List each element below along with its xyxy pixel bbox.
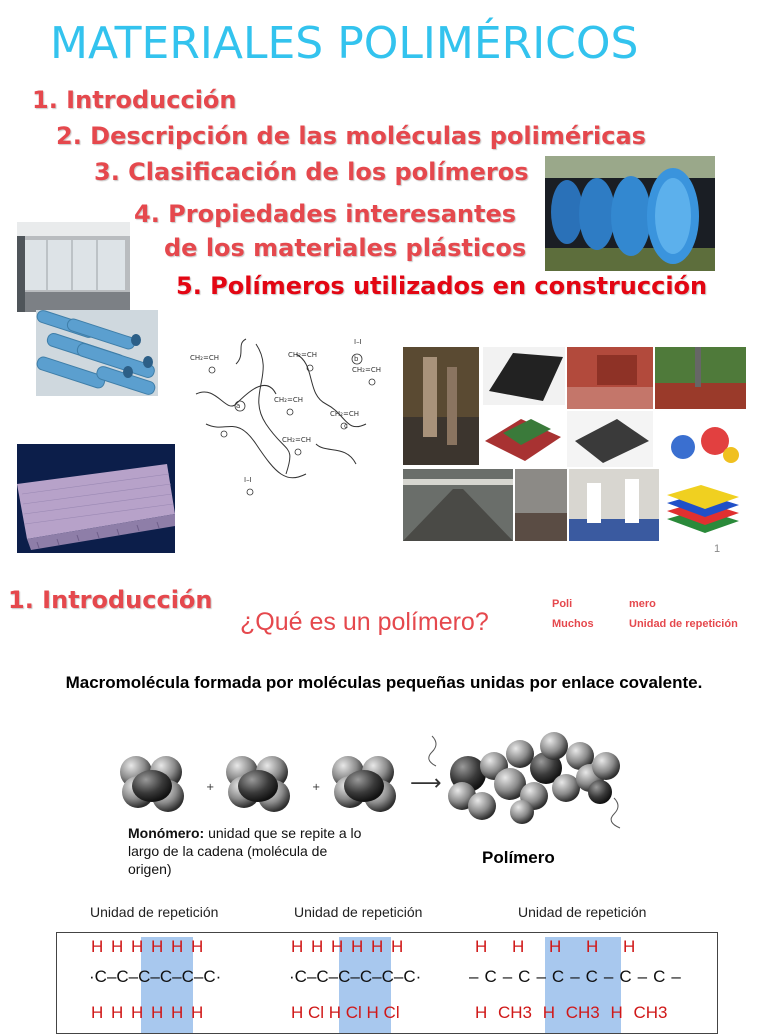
polymer-chain-sketch [176, 334, 388, 502]
toc-item-4b: de los materiales plásticos [164, 234, 527, 262]
monomer-1 [120, 756, 184, 812]
slide-2 [0, 566, 768, 1024]
rubber-applications-collage [403, 347, 746, 541]
pvc-pipes-photo [36, 310, 158, 396]
toc-item-1: 1. Introducción [32, 86, 237, 114]
collage-karate [569, 469, 659, 541]
repeat-unit-formulas [56, 932, 718, 1034]
office-partitions-photo [17, 222, 130, 312]
plus-sign-2: + [312, 782, 321, 793]
chain-2-backbone: ·C–C–C–C–C–C· [289, 967, 422, 986]
toc-item-4a: 4. Propiedades interesantes [134, 200, 517, 228]
collage-playground [655, 347, 746, 409]
polymer-chain-model [429, 732, 620, 828]
corrugated-pipes-photo [545, 156, 715, 271]
chain-3-bottom: H CH3 H CH3 H CH3 [475, 1003, 668, 1022]
monomer-polymer-illustration [110, 726, 650, 836]
etymology-mero: mero [629, 598, 656, 610]
diagram-label-9: a [236, 402, 241, 410]
chain-1-top: H H H H H H [91, 937, 204, 956]
chain-1-backbone: ·C–C–C–C–C–C· [89, 967, 222, 986]
collage-gym-mat [567, 411, 653, 467]
repeat-unit-label-1: Unidad de repetición [90, 904, 219, 920]
collage-paver-blocks [481, 411, 565, 466]
diagram-label-11: c [344, 422, 348, 430]
diagram-label-4: CH₂=CH [274, 396, 303, 404]
chain-1-bottom: H H H H H H [91, 1003, 204, 1022]
collage-cows [403, 347, 479, 465]
monomer-2 [226, 756, 290, 812]
plus-sign-1: + [206, 782, 215, 793]
diagram-label-8: I–I [244, 476, 252, 484]
collage-stable [403, 469, 513, 541]
monomer-definition: unidad que se repite a lo largo de la cadena (molécula de origen) [128, 825, 362, 877]
page-number: 1 [714, 543, 721, 555]
monomer-3 [332, 756, 396, 812]
diagram-label-2: CH₂=CH [288, 351, 317, 359]
question-text: ¿Qué es un polímero? [240, 608, 489, 636]
reaction-arrow: ⟶ [410, 771, 442, 796]
chain-2-top: H H H H H H [291, 937, 404, 956]
repeat-unit-label-3: Unidad de repetición [518, 904, 647, 920]
monomer-term: Monómero: [128, 825, 205, 841]
chain-3-backbone: –C–C–C–C–C–C– [469, 967, 687, 986]
toc-item-3: 3. Clasificación de los polímeros [94, 158, 529, 186]
slide-title: MATERIALES POLIMÉRICOS [50, 18, 639, 69]
section-heading: 1. Introducción [8, 586, 213, 614]
toc-item-5: 5. Polímeros utilizados en construcción [176, 272, 708, 300]
diagram-label-1: CH₂=CH [190, 354, 219, 362]
repeat-unit-label-2: Unidad de repetición [294, 904, 423, 920]
polymer-label: Polímero [482, 848, 555, 867]
polymer-definition: Macromolécula formada por moléculas pequeñas unidas por enlace covalente. [65, 673, 703, 692]
diagram-label-5: CH₂=CH [330, 410, 359, 418]
toc-item-2: 2. Descripción de las moléculas poliméricas [56, 122, 646, 150]
diagram-label-10: b [354, 355, 359, 363]
chain-2-bottom: H Cl H Cl H Cl [291, 1003, 400, 1022]
collage-red-tiles [567, 347, 653, 409]
diagram-label-6: CH₂=CH [282, 436, 311, 444]
etymology-poli: Poli [552, 598, 573, 610]
collage-foam-tiles [661, 469, 746, 541]
polycarbonate-sheet-photo [17, 444, 175, 553]
etymology-unidad: Unidad de repetición [629, 618, 738, 630]
collage-toys [659, 411, 746, 467]
etymology-muchos: Muchos [552, 618, 594, 630]
diagram-label-7: I–I [354, 338, 362, 346]
diagram-label-3: CH₂=CH [352, 366, 381, 374]
collage-black-mat [483, 347, 565, 405]
monomer-description [128, 824, 368, 878]
collage-gym [515, 469, 567, 541]
chain-3-top: H H H H H [475, 937, 636, 956]
